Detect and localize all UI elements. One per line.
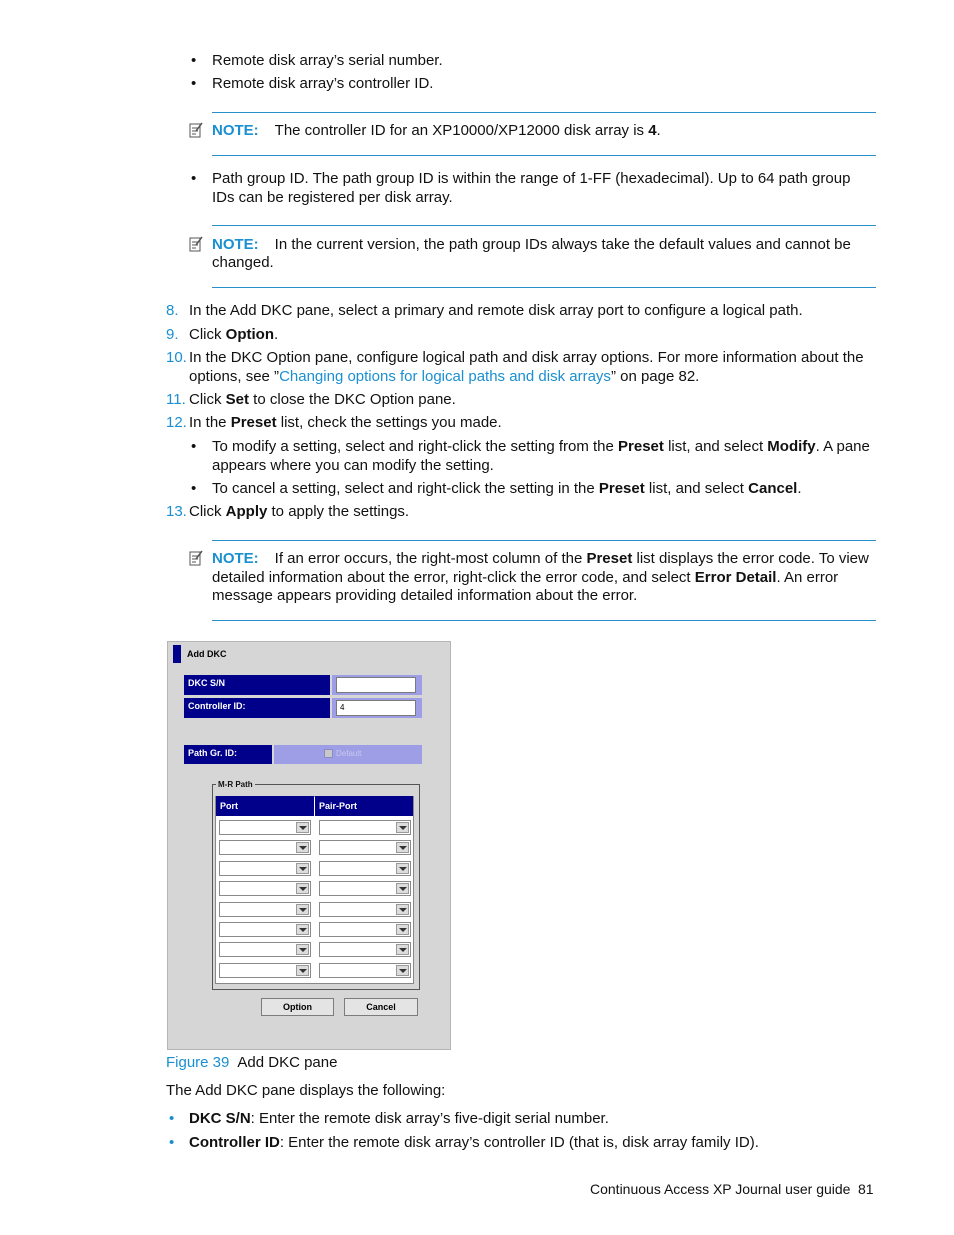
note-3-l2-post: . An error [776, 569, 839, 586]
step-11-bold: Set [225, 391, 250, 408]
step-12-pre: In the [189, 414, 231, 431]
pair-port-select[interactable] [319, 942, 411, 957]
chevron-down-icon[interactable] [396, 924, 409, 935]
port-select[interactable] [219, 942, 311, 957]
dkc-sn-label: DKC S/N [184, 675, 330, 695]
note-3-l2-pre: detailed information about the error, right-click the error code, and select [212, 569, 695, 586]
def-term: DKC S/N [189, 1110, 251, 1127]
step-9-post: . [274, 326, 279, 343]
step-number: 9. [166, 326, 179, 343]
port-select[interactable] [219, 861, 311, 876]
port-select[interactable] [219, 902, 311, 917]
note-3-line3: message appears providing detailed information about the error. [212, 587, 638, 604]
step-10-post: ” on page 82. [610, 368, 700, 385]
path-gr-id-label: Path Gr. ID: [184, 745, 272, 764]
add-dkc-pane [167, 641, 451, 1050]
step-number: 8. [166, 302, 179, 319]
note-icon [189, 236, 203, 252]
step-11-text [189, 390, 456, 409]
controller-id-label: Controller ID: [184, 698, 330, 718]
bullet-dot: • [191, 480, 197, 497]
chevron-down-icon[interactable] [296, 904, 309, 915]
col-pair-port: Pair-Port [315, 796, 413, 816]
port-select[interactable] [219, 820, 311, 835]
step-12a-b2: Modify [767, 438, 816, 455]
step-8-text: In the Add DKC pane, select a primary and remote disk array port to configure a logical path. [189, 302, 803, 319]
step-9-pre: Click [189, 326, 226, 343]
note-rule [212, 540, 876, 541]
pair-port-select[interactable] [319, 840, 411, 855]
note-3-line1 [212, 549, 869, 568]
note-icon [189, 122, 203, 138]
chevron-down-icon[interactable] [296, 944, 309, 955]
chevron-down-icon[interactable] [396, 822, 409, 833]
chevron-down-icon[interactable] [396, 965, 409, 976]
step-12a-line1 [212, 437, 870, 456]
pair-port-select[interactable] [319, 861, 411, 876]
step-12a-pre: To modify a setting, select and right-click the setting from the [212, 438, 619, 455]
step-number: 13. [166, 503, 187, 520]
bullet-text: Remote disk array’s serial number. [212, 52, 443, 69]
step-12a-post: . A pane [815, 438, 870, 455]
pair-port-select[interactable] [319, 881, 411, 896]
default-checkbox[interactable] [324, 749, 333, 758]
step-12b-b1: Preset [598, 480, 645, 497]
port-select[interactable] [219, 922, 311, 937]
step-12b-pre: To cancel a setting, select and right-click the setting in the [212, 480, 599, 497]
note-label: NOTE: [212, 236, 259, 253]
chevron-down-icon[interactable] [296, 863, 309, 874]
step-12a-b1: Preset [618, 438, 664, 455]
note-1 [212, 121, 661, 140]
port-select[interactable] [219, 881, 311, 896]
cancel-button[interactable]: Cancel [344, 998, 418, 1016]
step-13-pre: Click [189, 503, 226, 520]
note-3-pre: If an error occurs, the right-most column of the [274, 550, 587, 567]
bullet-dot: • [191, 75, 197, 92]
bullet-dot: • [169, 1110, 175, 1127]
def-dkc-sn [189, 1109, 609, 1128]
bullet-dot: • [191, 52, 197, 69]
pair-port-select[interactable] [319, 963, 411, 978]
def-controller-id [189, 1133, 759, 1152]
pair-port-select[interactable] [319, 922, 411, 937]
step-number: 10. [166, 349, 187, 366]
col-port: Port [216, 796, 314, 816]
step-12a-mid: list, and select [663, 438, 768, 455]
note-1-text: The controller ID for an XP10000/XP12000 disk array is [274, 122, 649, 139]
page-number: 81 [858, 1181, 874, 1197]
bullet-text: Remote disk array’s controller ID. [212, 75, 434, 92]
step-13-bold: Apply [225, 503, 268, 520]
controller-id-input[interactable]: 4 [336, 700, 416, 716]
step-number: 12. [166, 414, 187, 431]
note-2-line1 [212, 235, 851, 254]
note-3-bold: Preset [586, 550, 633, 567]
option-button[interactable]: Option [261, 998, 334, 1016]
def-term: Controller ID [189, 1134, 280, 1151]
step-12-bold: Preset [230, 414, 277, 431]
step-12a-line2: appears where you can modify the setting. [212, 457, 494, 474]
step-9-bold: Option [225, 326, 274, 343]
note-label: NOTE: [212, 122, 259, 139]
chevron-down-icon[interactable] [296, 822, 309, 833]
step-10-pre: options, see ” [189, 368, 280, 385]
bullet-dot: • [191, 170, 197, 187]
pair-port-select[interactable] [319, 820, 411, 835]
figure-caption [166, 1053, 337, 1072]
note-2-text: In the current version, the path group IDs always take the default values and cannot be [274, 236, 851, 253]
note-rule [212, 287, 876, 288]
step-13-text [189, 502, 409, 521]
bullet-dot: • [169, 1134, 175, 1151]
note-rule [212, 225, 876, 226]
def-desc: : Enter the remote disk array’s five-digit serial number. [250, 1110, 609, 1127]
note-label: NOTE: [212, 550, 259, 567]
step-10-line2 [189, 367, 699, 386]
step-13-post: to apply the settings. [267, 503, 410, 520]
chevron-down-icon[interactable] [396, 944, 409, 955]
step-9-text [189, 325, 278, 344]
note-1-end: . [656, 122, 661, 139]
note-3-post: list displays the error code. To view [632, 550, 869, 567]
note-rule [212, 620, 876, 621]
bullet-text: IDs can be registered per disk array. [212, 189, 453, 206]
note-rule [212, 155, 876, 156]
note-rule [212, 112, 876, 113]
title-marker [173, 645, 181, 663]
note-3-line2 [212, 568, 838, 587]
chevron-down-icon[interactable] [296, 842, 309, 853]
step-12b-line [212, 479, 802, 498]
step-10-line1: In the DKC Option pane, configure logical path and disk array options. For more information about the [189, 349, 864, 366]
def-desc: : Enter the remote disk array’s controller ID (that is, disk array family ID). [279, 1134, 759, 1151]
figure-label: Figure 39 [166, 1054, 230, 1071]
note-1-bold: 4 [648, 122, 657, 139]
step-12-text [189, 413, 502, 432]
port-select[interactable] [219, 963, 311, 978]
mr-path-label: M-R Path [218, 780, 253, 789]
changing-options-link[interactable]: Changing options for logical paths and disk arrays [279, 368, 611, 385]
step-12-post: list, check the settings you made. [276, 414, 502, 431]
note-3-l2-bold: Error Detail [694, 569, 777, 586]
port-select[interactable] [219, 840, 311, 855]
footer-title: Continuous Access XP Journal user guide [590, 1181, 851, 1197]
chevron-down-icon[interactable] [396, 904, 409, 915]
figure-title: Add DKC pane [237, 1054, 338, 1071]
chevron-down-icon[interactable] [396, 842, 409, 853]
bullet-dot: • [191, 438, 197, 455]
dialog-title: Add DKC [187, 649, 227, 659]
intro-text: The Add DKC pane displays the following: [166, 1082, 446, 1099]
pair-port-select[interactable] [319, 902, 411, 917]
path-gr-id-cell [274, 745, 422, 764]
chevron-down-icon[interactable] [296, 883, 309, 894]
bullet-text: Path group ID. The path group ID is within the range of 1-FF (hexadecimal). Up to 64 path group [212, 170, 851, 187]
step-12b-post: . [797, 480, 802, 497]
chevron-down-icon[interactable] [296, 924, 309, 935]
note-icon [189, 550, 203, 566]
chevron-down-icon[interactable] [396, 863, 409, 874]
step-11-pre: Click [189, 391, 226, 408]
step-12b-mid: list, and select [644, 480, 749, 497]
dkc-sn-input[interactable] [336, 677, 416, 693]
note-2-line2: changed. [212, 254, 274, 271]
chevron-down-icon[interactable] [296, 965, 309, 976]
default-label: Default [336, 749, 362, 758]
step-12b-b2: Cancel [748, 480, 798, 497]
step-number: 11. [166, 391, 186, 408]
step-11-post: to close the DKC Option pane. [249, 391, 456, 408]
chevron-down-icon[interactable] [396, 883, 409, 894]
